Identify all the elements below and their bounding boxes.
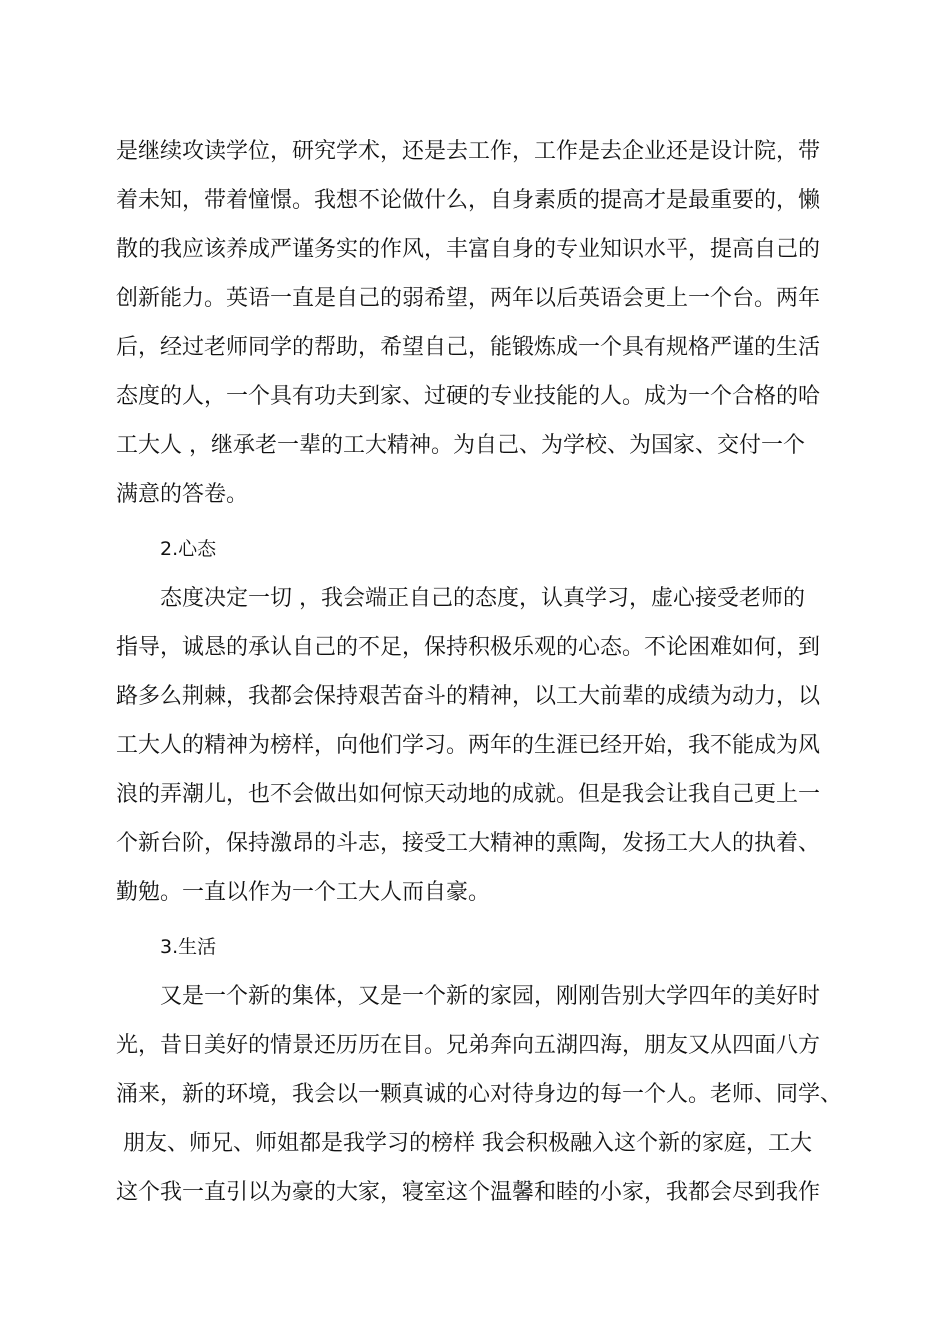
paragraph-line: 指导，诚恳的承认自己的不足，保持积极乐观的心态。不论困难如何，到 xyxy=(116,635,821,660)
section-heading-life: 3.生活 xyxy=(160,936,217,958)
paragraph-line: 浪的弄潮儿，也不会做出如何惊天动地的成就。但是我会让我自己更上一 xyxy=(116,782,821,807)
paragraph-line: 是继续攻读学位，研究学术，还是去工作，工作是去企业还是设计院，带 xyxy=(116,139,821,164)
paragraph-line: 态度决定一切 ，我会端正自己的态度，认真学习，虚心接受老师的 xyxy=(160,586,805,611)
paragraph-line: 满意的答卷。 xyxy=(116,482,249,507)
paragraph-line: 工大人的精神为榜样，向他们学习。两年的生涯已经开始，我不能成为风 xyxy=(116,733,821,758)
section-heading-mindset: 2.心态 xyxy=(160,538,217,560)
paragraph-line: 创新能力。英语一直是自己的弱希望，两年以后英语会更上一个台。两年 xyxy=(116,286,821,311)
paragraph-line: 这个我一直引以为豪的大家，寝室这个温馨和睦的小家，我都会尽到我作 xyxy=(116,1180,821,1205)
paragraph-line: 涌来，新的环境，我会以一颗真诚的心对待身边的每一个人。老师、同学、 xyxy=(116,1082,843,1107)
paragraph-line: 后，经过老师同学的帮助，希望自己，能锻炼成一个具有规格严谨的生活 xyxy=(116,335,821,360)
paragraph-line: 散的我应该养成严谨务实的作风，丰富自身的专业知识水平，提高自己的 xyxy=(116,237,821,262)
paragraph-line: 勤勉。一直以作为一个工大人而自豪。 xyxy=(116,880,491,905)
paragraph-line: 态度的人，一个具有功夫到家、过硬的专业技能的人。成为一个合格的哈 xyxy=(116,384,821,409)
paragraph-line: 又是一个新的集体，又是一个新的家园，刚刚告别大学四年的美好时 xyxy=(160,984,821,1009)
paragraph-line: 工大人 ，继承老一辈的工大精神。为自己、为学校、为国家、交付一个 xyxy=(116,433,805,458)
paragraph-line: 个新台阶，保持激昂的斗志，接受工大精神的熏陶，发扬工大人的执着、 xyxy=(116,831,821,856)
paragraph-line: 朋友、师兄、师姐都是我学习的榜样 我会积极融入这个新的家庭，工大 xyxy=(116,1131,812,1156)
paragraph-line: 光，昔日美好的情景还历历在目。兄弟奔向五湖四海，朋友又从四面八方 xyxy=(116,1033,821,1058)
paragraph-line: 着未知，带着憧憬。我想不论做什么，自身素质的提高才是最重要的，懒 xyxy=(116,188,821,213)
paragraph-line: 路多么荆棘，我都会保持艰苦奋斗的精神，以工大前辈的成绩为动力，以 xyxy=(116,684,821,709)
